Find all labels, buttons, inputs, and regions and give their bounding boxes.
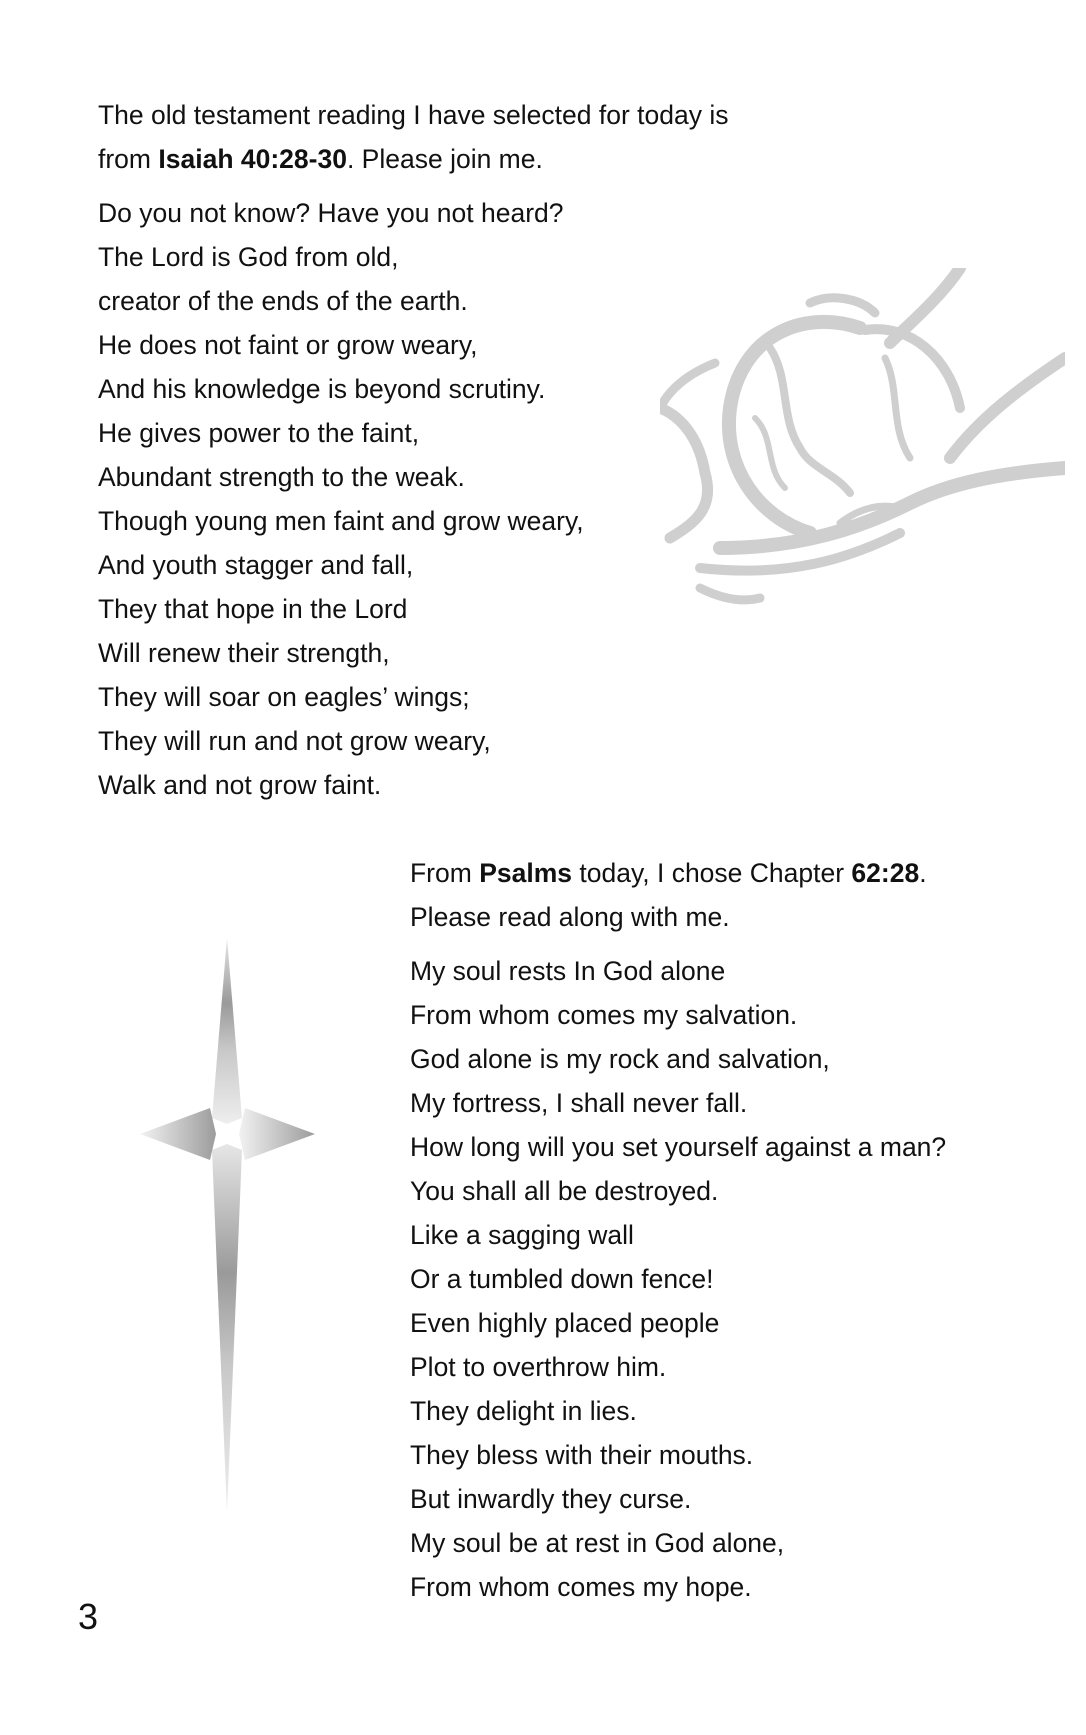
isaiah-intro-from: from xyxy=(98,144,159,174)
verse-line: And his knowledge is beyond scrutiny. xyxy=(98,374,546,404)
verse-line: creator of the ends of the earth. xyxy=(98,286,468,316)
verse-line: Though young men faint and grow weary, xyxy=(98,506,584,536)
verse-line: Even highly placed people xyxy=(410,1308,720,1338)
psalm-intro-mid: today, I chose Chapter xyxy=(572,858,852,888)
verse-line: They bless with their mouths. xyxy=(410,1440,754,1470)
verse-line: From whom comes my salvation. xyxy=(410,1000,798,1030)
psalm-book: Psalms xyxy=(479,858,573,888)
verse-line: Plot to overthrow him. xyxy=(410,1352,667,1382)
hand-holding-globe-icon xyxy=(660,268,1065,618)
verse-line: They delight in lies. xyxy=(410,1396,637,1426)
psalm-reading xyxy=(410,851,946,1609)
psalm-chapter: 62:28 xyxy=(851,858,920,888)
star-cross-icon xyxy=(140,938,315,1513)
verse-line: My fortress, I shall never fall. xyxy=(410,1088,748,1118)
verse-line: They will run and not grow weary, xyxy=(98,726,491,756)
verse-line: God alone is my rock and salvation, xyxy=(410,1044,830,1074)
verse-line: Walk and not grow faint. xyxy=(98,770,382,800)
page-number: 3 xyxy=(78,1596,99,1637)
psalm-intro-end: . xyxy=(919,858,927,888)
verse-line: Abundant strength to the weak. xyxy=(98,462,465,492)
isaiah-reading xyxy=(98,93,728,807)
verse-line: They will soar on eagles’ wings; xyxy=(98,682,470,712)
psalm-intro-line-2: Please read along with me. xyxy=(410,902,730,932)
isaiah-intro xyxy=(98,93,728,181)
psalm-intro-line-1 xyxy=(410,851,946,895)
verse-line: Will renew their strength, xyxy=(98,638,390,668)
isaiah-reference: Isaiah 40:28-30 xyxy=(158,144,347,174)
isaiah-verses xyxy=(98,191,728,807)
verse-line: From whom comes my hope. xyxy=(410,1572,752,1602)
verse-line: Do you not know? Have you not heard? xyxy=(98,198,564,228)
verse-line: He gives power to the faint, xyxy=(98,418,420,448)
verse-line: How long will you set yourself against a man? xyxy=(410,1132,947,1162)
verse-line: But inwardly they curse. xyxy=(410,1484,692,1514)
verse-line: My soul rests In God alone xyxy=(410,956,726,986)
psalm-verses xyxy=(410,949,946,1609)
verse-line: My soul be at rest in God alone, xyxy=(410,1528,785,1558)
isaiah-intro-line-1: The old testament reading I have selected for today is xyxy=(98,100,729,130)
verse-line: They that hope in the Lord xyxy=(98,594,408,624)
verse-line: Or a tumbled down fence! xyxy=(410,1264,714,1294)
isaiah-intro-after: . Please join me. xyxy=(346,144,543,174)
verse-line: The Lord is God from old, xyxy=(98,242,399,272)
verse-line: He does not faint or grow weary, xyxy=(98,330,478,360)
isaiah-intro-line-2 xyxy=(98,137,728,181)
psalm-intro xyxy=(410,851,946,939)
verse-line: Like a sagging wall xyxy=(410,1220,634,1250)
psalm-intro-from: From xyxy=(410,858,480,888)
verse-line: And youth stagger and fall, xyxy=(98,550,414,580)
verse-line: You shall all be destroyed. xyxy=(410,1176,719,1206)
